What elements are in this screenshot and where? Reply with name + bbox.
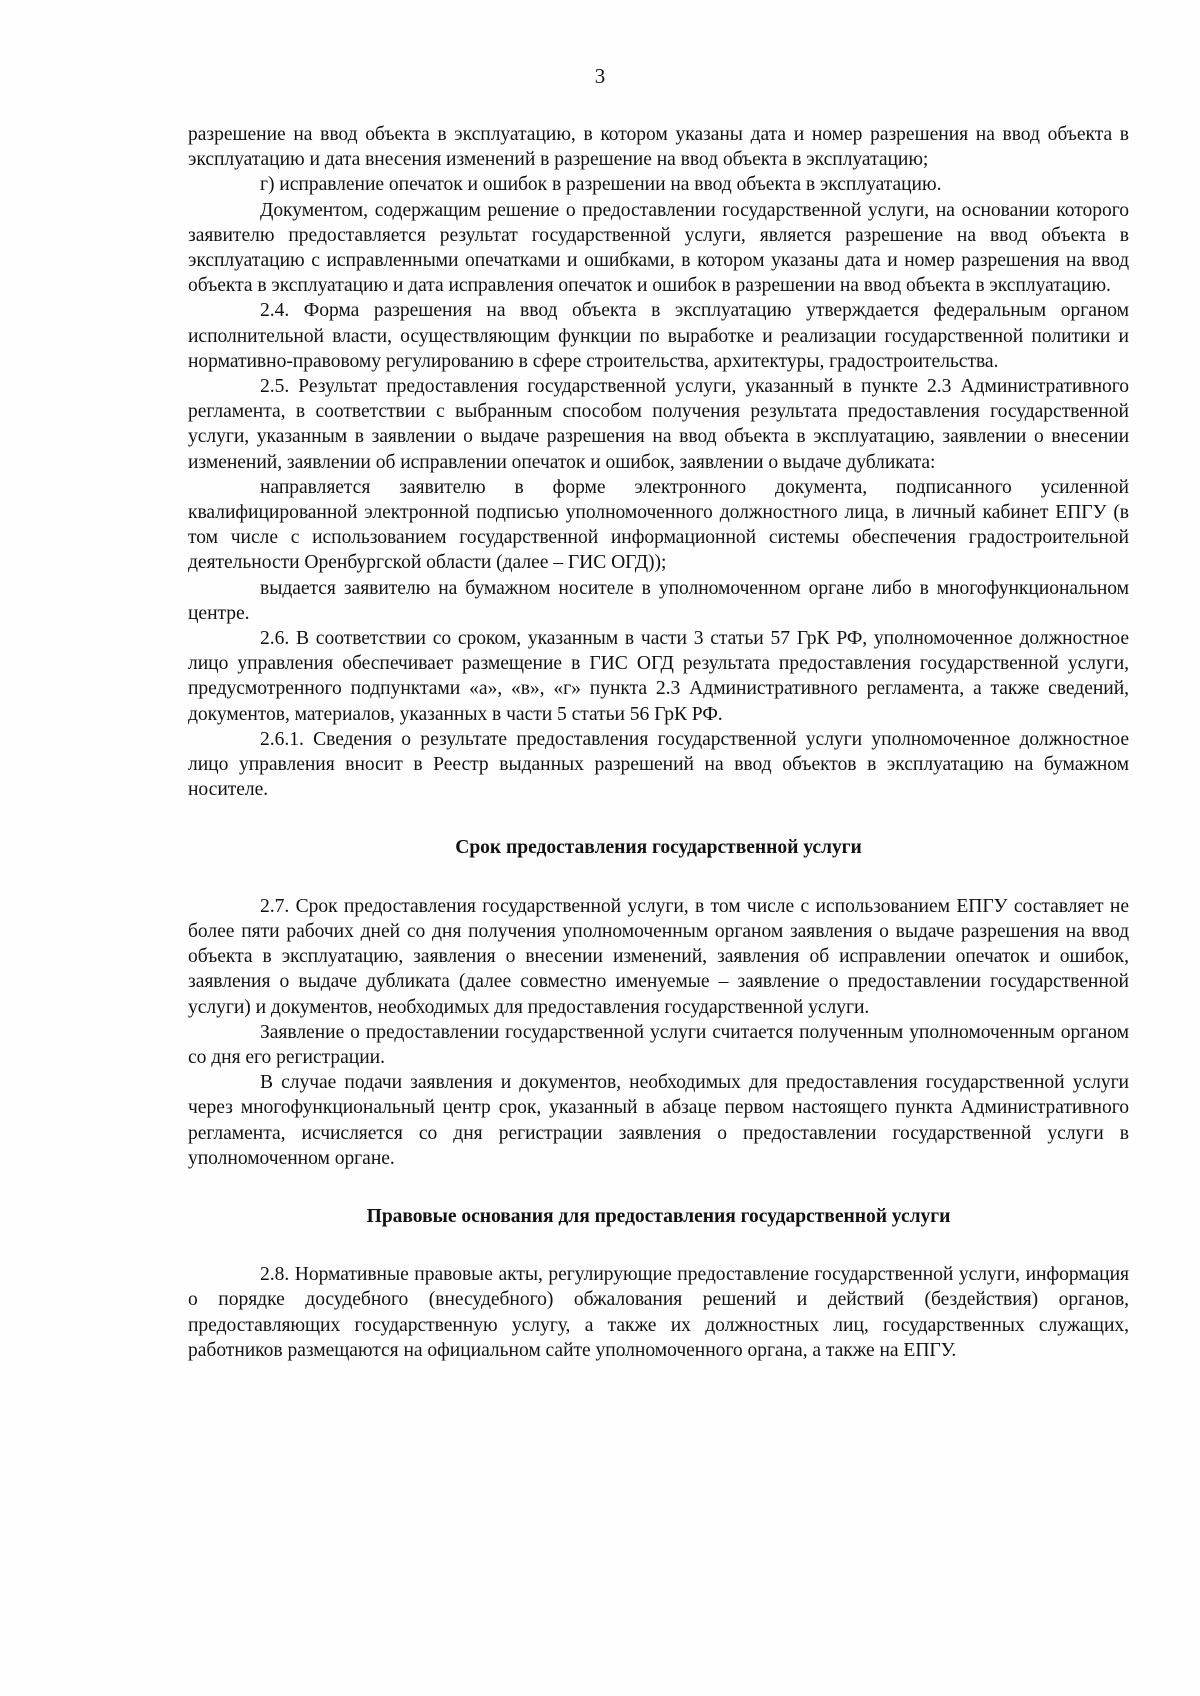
paragraph-2-8: 2.8. Нормативные правовые акты, регулирующие предоставление государственной услуги, информация о порядке досудебного (внесудебного) обжалования решений и действий (бездействия) органов, предоставляющих государственную услугу, а также их должностных лиц, государственных служащих, работников размещаются на официальном сайте уполномоченного органа, а также на ЕПГУ. (188, 1264, 1129, 1361)
section-heading-term: Срок предоставления государственной услуги (455, 837, 862, 859)
paragraph-2-6-1: 2.6.1. Сведения о результате предоставления государственной услуги уполномоченное должностное лицо управления вносит в Реестр выданных разрешений на ввод объектов в эксплуатацию на бумажном носителе. (188, 728, 1129, 801)
spacer (188, 1229, 1129, 1262)
paragraph-item-g: г) исправление опечаток и ошибок в разрешении на ввод объекта в эксплуатацию. (260, 174, 942, 196)
paragraph-application-received: Заявление о предоставлении государственной услуги считается полученным уполномоченным органом со дня его регистрации. (188, 1021, 1129, 1068)
paragraph-2-4: 2.4. Форма разрешения на ввод объекта в эксплуатацию утверждается федеральным органом исполнительной власти, осуществляющим функции по выработке и реализации государственной политики и нормативно-правовому регулированию в сфере строительства, архитектуры, градостроительства. (188, 300, 1129, 372)
section-heading-legal-basis: Правовые основания для предоставления государственной услуги (366, 1205, 951, 1227)
document-body (188, 122, 1129, 1363)
paragraph-electronic-delivery: направляется заявителю в форме электронного документа, подписанного усиленной квалифицированной электронной подписью уполномоченного должностного лица, в личный кабинет ЕПГУ (в том числе с использованием государственной информационной системы обеспечения градостроительной деятельности Оренбургской области (далее – ГИС ОГД)); (188, 476, 1129, 574)
paragraph-paper-delivery: выдается заявителю на бумажном носителе в уполномоченном органе либо в многофункциональном центре. (188, 577, 1129, 624)
spacer (188, 802, 1129, 835)
paragraph-2-7: 2.7. Срок предоставления государственной услуги, в том числе с использованием ЕПГУ составляет не более пяти рабочих дней со дня получения уполномоченным органом заявления о выдаче разрешения на ввод объекта в эксплуатацию, заявления о внесении изменений, заявления об исправлении опечаток и ошибок, заявления о выдаче дубликата (далее совместно именуемые – заявление о предоставлении государственной услуги) и документов, необходимых для предоставления государственной услуги. (188, 895, 1129, 1018)
paragraph-mfc-term: В случае подачи заявления и документов, необходимых для предоставления государственной услуги через многофункциональный центр срок, указанный в абзаце первом настоящего пункта Административного регламента, исчисляется со дня регистрации заявления о предоставлении государственной услуги в уполномоченном органе. (188, 1072, 1129, 1169)
paragraph-2-5: 2.5. Результат предоставления государственной услуги, указанный в пункте 2.3 Административного регламента, в соответствии с выбранным способом получения результата предоставления государственной услуги, указанным в заявлении о выдаче разрешения на ввод объекта в эксплуатацию, заявлении о внесении изменений, заявлении об исправлении опечаток и ошибок, заявлении о выдаче дубликата: (188, 376, 1129, 473)
paragraph-2-6: 2.6. В соответствии со сроком, указанным в части 3 статьи 57 ГрК РФ, уполномоченное должностное лицо управления обеспечивает размещение в ГИС ОГД результата предоставления государственной услуги, предусмотренного подпунктами «а», «в», «г» пункта 2.3 Административного регламента, а также сведений, документов, материалов, указанных в части 5 статьи 56 ГрК РФ. (188, 628, 1129, 725)
page-number: 3 (594, 64, 606, 88)
paragraph-decision-document: Документом, содержащим решение о предоставлении государственной услуги, на основании которого заявителю предоставляется результат государственной услуги, является разрешение на ввод объекта в эксплуатацию с исправленными опечатками и ошибками, в котором указаны дата и номер разрешения на ввод объекта в эксплуатацию и дата исправления опечаток и ошибок в разрешении на ввод объекта в эксплуатацию. (188, 199, 1129, 297)
spacer (188, 861, 1129, 894)
spacer (188, 1171, 1129, 1204)
paragraph-continuation: разрешение на ввод объекта в эксплуатацию, в котором указаны дата и номер разрешения на ввод объекта в эксплуатацию и дата внесения изменений в разрешение на ввод объекта в эксплуатацию; (188, 124, 1129, 171)
